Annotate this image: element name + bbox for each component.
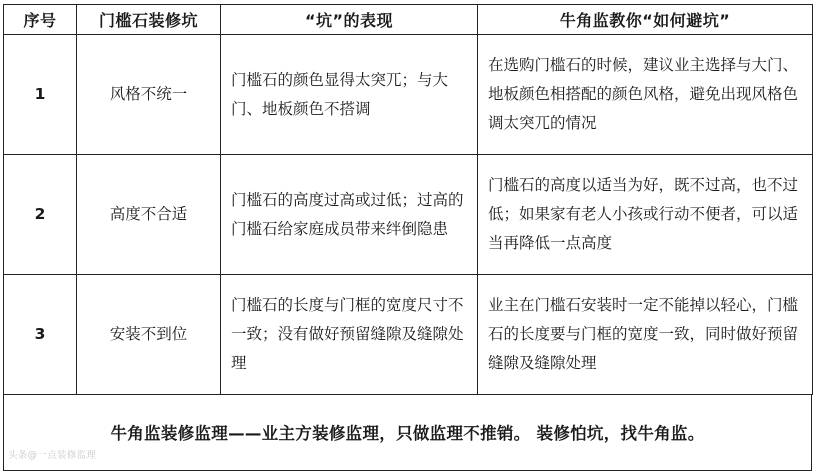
header-pitfall: 门槛石装修坑 (77, 5, 221, 35)
row-number: 1 (4, 35, 77, 155)
row-pitfall: 安装不到位 (77, 275, 221, 395)
table-row (4, 155, 813, 275)
watermark-text: 头条@一点装修监理 (8, 450, 97, 461)
row-pitfall: 风格不统一 (77, 35, 221, 155)
header-number: 序号 (4, 5, 77, 35)
pitfall-table (3, 4, 813, 395)
row-symptom: 门槛石的高度过高或过低；过高的门槛石给家庭成员带来绊倒隐患 (221, 155, 478, 275)
row-symptom: 门槛石的颜色显得太突兀；与大门、地板颜色不搭调 (221, 35, 478, 155)
row-advice: 业主在门槛石安装时一定不能掉以轻心，门槛石的长度要与门框的宽度一致，同时做好预留缝隙及缝隙处理 (478, 275, 813, 395)
row-number: 3 (4, 275, 77, 395)
row-pitfall: 高度不合适 (77, 155, 221, 275)
row-advice: 在选购门槛石的时候，建议业主选择与大门、地板颜色相搭配的颜色风格，避免出现风格色调太突兀的情况 (478, 35, 813, 155)
row-symptom: 门槛石的长度与门框的宽度尺寸不一致；没有做好预留缝隙及缝隙处理 (221, 275, 478, 395)
table-row (4, 275, 813, 395)
header-advice: 牛角监教你“如何避坑” (478, 5, 813, 35)
row-advice: 门槛石的高度以适当为好，既不过高，也不过低；如果家有老人小孩或行动不便者，可以适当再降低一点高度 (478, 155, 813, 275)
row-number: 2 (4, 155, 77, 275)
table-row (4, 35, 813, 155)
header-symptom: “坑”的表现 (221, 5, 478, 35)
footer-slogan: 牛角监装修监理——业主方装修监理，只做监理不推销。 装修怕坑，找牛角监。 (3, 394, 812, 471)
table-header-row (4, 5, 813, 35)
